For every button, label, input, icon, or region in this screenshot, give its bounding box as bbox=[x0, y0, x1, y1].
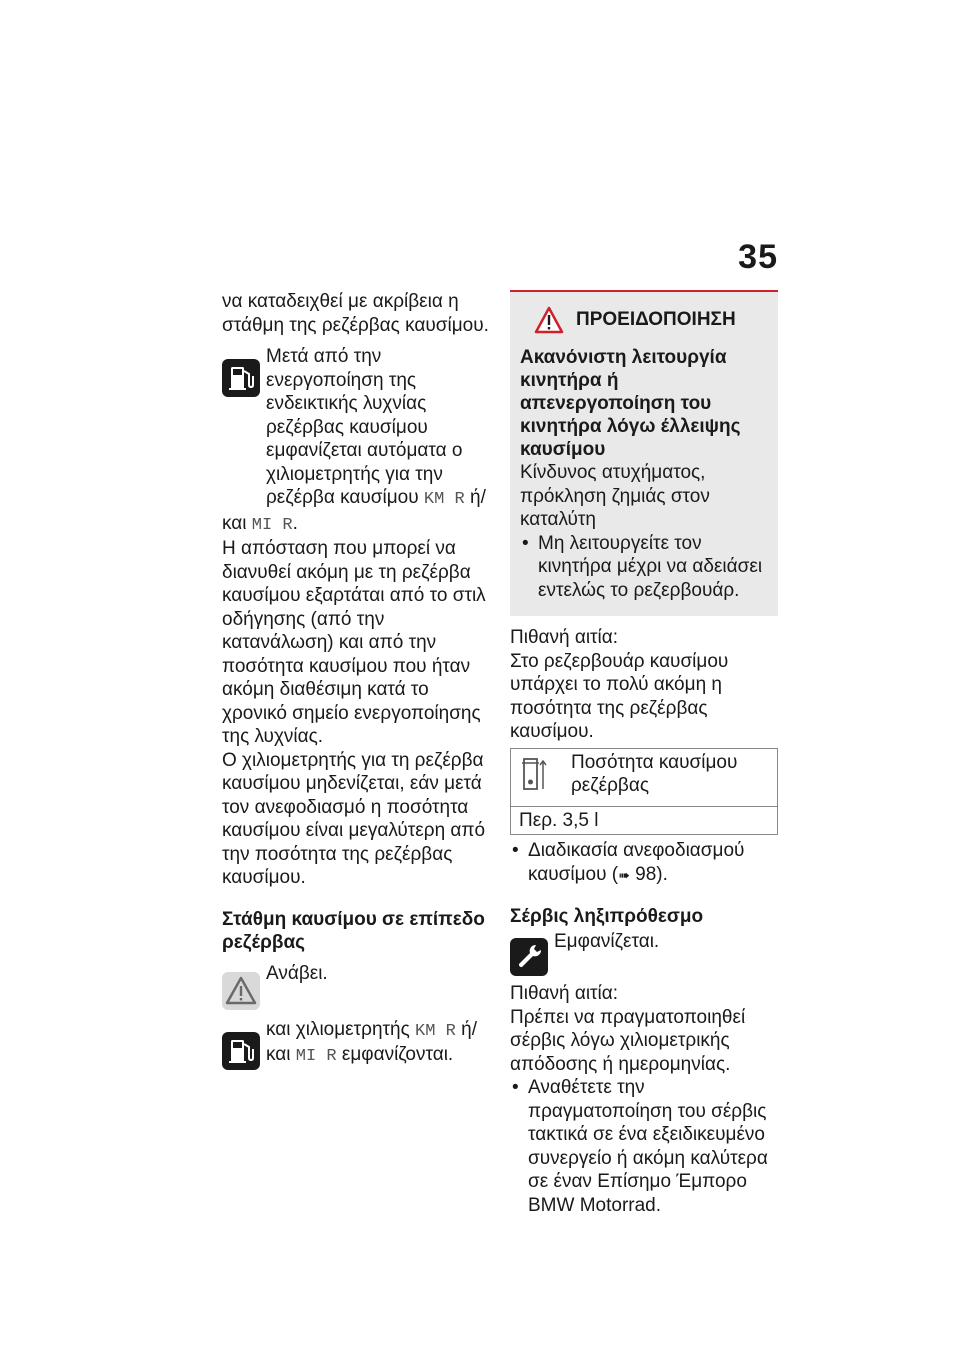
mi-r-readout: MI R bbox=[251, 515, 293, 535]
fuel-pump-icon bbox=[222, 359, 260, 397]
cause-text: Στο ρεζερβουάρ καυσίμου υπάρχει το πολύ ακόμη η ποσότητα της ρεζέρβας καυσίμου. bbox=[510, 650, 729, 742]
warning-label: ΠΡΟΕΙΔΟΠΟΙΗΣΗ bbox=[576, 309, 736, 331]
spec-value: Περ. 3,5 l bbox=[519, 809, 599, 831]
fuel-gauge-icon bbox=[521, 755, 547, 795]
cause-label-2: Πιθανή αιτία: bbox=[510, 983, 619, 1004]
procedure-text: Διαδικασία ανεφοδιασμού καυσίμου ( bbox=[528, 840, 745, 885]
km-r-readout: KM R bbox=[415, 1021, 456, 1041]
right-column bbox=[510, 290, 778, 1217]
cause-label: Πιθανή αιτία: bbox=[510, 627, 619, 648]
paragraph-distance: Η απόσταση που μπορεί να διανυθεί ακόμη με τη ρεζέρβα καυσίμου εξαρτάται από το στιλ οδήγησης (από την κατανάλωση) και από την ποσότητα καυσίμου που ήταν ακόμη διαθέσιμη κατά το χρονικό σημείο ενεργοποίησης της λυχνίας. bbox=[222, 538, 486, 747]
cause-text-2: Πρέπει να πραγματοποιηθεί σέρβις λόγω χιλιομετρικής απόδοσης ή ημερομηνίας. bbox=[510, 1006, 746, 1075]
warning-triangle-icon bbox=[534, 306, 564, 334]
spec-label: Ποσότητα καυσίμου ρεζέρβας bbox=[571, 751, 738, 796]
warning-triangle-icon bbox=[222, 972, 260, 1010]
appears-text: Εμφανίζεται. bbox=[554, 931, 660, 952]
or-text: ή/ bbox=[455, 1018, 477, 1040]
reserve-text: Μετά από την ενεργοποίηση της ενδεικτικής λυχνίας ρεζέρβας καυσίμου εμφανίζεται αυτόματα ο χιλιομετρητής για την ρεζέρβα καυσίμου bbox=[266, 346, 463, 508]
fuel-pump-icon bbox=[222, 1032, 260, 1070]
section-heading-reserve: Στάθμη καυσίμου σε επίπεδο ρεζέρβας bbox=[222, 908, 485, 953]
warning-box bbox=[510, 290, 778, 616]
warning-text: Κίνδυνος ατυχήματος, πρόκληση ζημιάς στον καταλύτη bbox=[520, 462, 710, 530]
procedure-bullet bbox=[510, 839, 778, 887]
service-bullet: • Αναθέτετε την πραγματοποίηση του σέρβις τακτικά σε ένα εξειδικευμένο συνεργείο ή ακόμη καλύτερα σε έναν Επίσημο Έμπορο BMW Motorrad. bbox=[510, 1076, 778, 1217]
mi-r-readout: MI R bbox=[295, 1047, 337, 1066]
and-text: και bbox=[266, 1044, 296, 1065]
service-light-row bbox=[510, 930, 778, 976]
wrench-icon bbox=[510, 938, 548, 976]
spec-table bbox=[510, 748, 778, 836]
dot-text: . bbox=[292, 512, 298, 534]
fuel-reserve-note bbox=[222, 345, 492, 512]
paragraph-reset: Ο χιλιομετρητής για τη ρεζέρβα καυσίμου μηδενίζεται, εάν μετά τον ανεφοδιασμό η ποσότητα καυσίμου είναι μεγαλύτερη από την ποσότητα της ρεζέρβας καυσίμου. bbox=[222, 749, 486, 888]
km-r-readout: KM R bbox=[423, 490, 465, 509]
mi-r-line bbox=[222, 512, 492, 538]
appear-text: εμφανίζονται. bbox=[336, 1044, 454, 1065]
or-text: ή/ bbox=[464, 487, 486, 508]
warning-heading: Ακανόνιστη λειτουργία κινητήρα ή απενεργοποίηση του κινητήρα λόγω έλλειψης καυσίμου bbox=[520, 347, 741, 460]
paragraph-intro: να καταδειχθεί με ακρίβεια η στάθμη της ρεζέρβας καυσίμου. bbox=[222, 291, 489, 336]
page-number: 35 bbox=[738, 238, 778, 276]
section-heading-service: Σέρβις ληξιπρόθεσμο bbox=[510, 906, 704, 927]
warning-light-row bbox=[222, 962, 492, 1010]
procedure-page: 98). bbox=[629, 863, 668, 885]
and-text: και bbox=[222, 512, 252, 534]
page-reference-arrow-icon: ➠ bbox=[618, 866, 630, 883]
warning-title bbox=[534, 306, 768, 334]
spec-header bbox=[511, 749, 777, 807]
lights-up-text: Ανάβει. bbox=[266, 962, 328, 984]
warning-bullet: • Μη λειτουργείτε τον κινητήρα μέχρι να αδειάσει εντελώς το ρεζερβουάρ. bbox=[520, 532, 768, 603]
fuel-reserve-row bbox=[222, 1018, 492, 1070]
left-column bbox=[222, 290, 492, 1070]
odometer-text: και χιλιομετρητής bbox=[266, 1018, 416, 1040]
